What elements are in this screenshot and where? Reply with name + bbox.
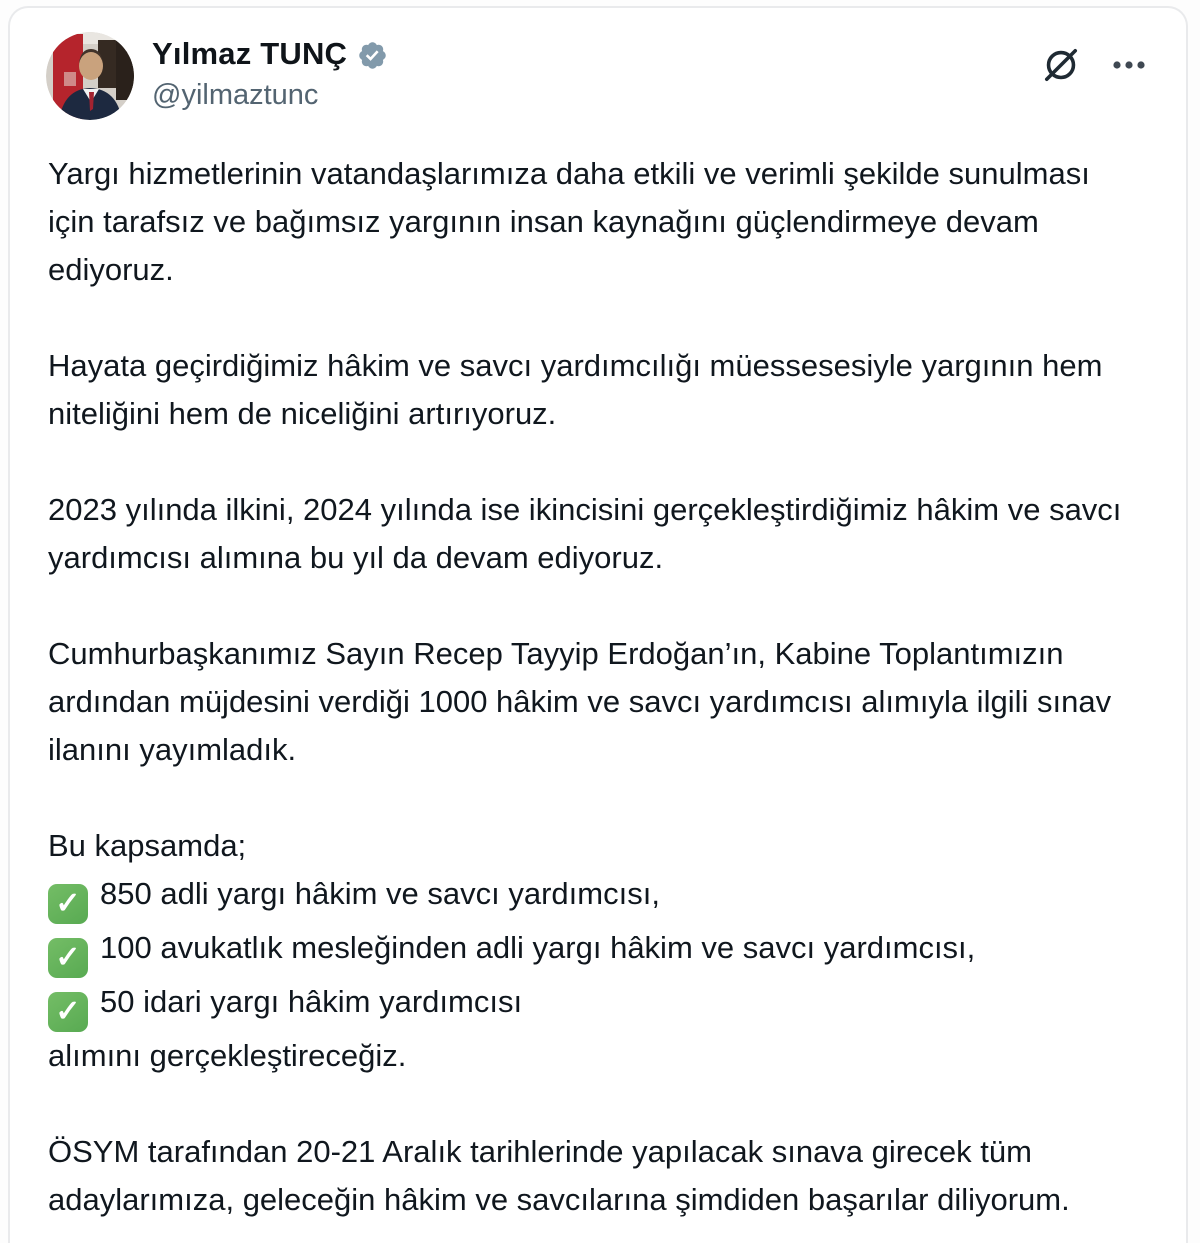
scope-list <box>48 822 1140 1080</box>
tweet-card <box>8 6 1188 1243</box>
check-mark-icon: ✓ <box>48 884 88 924</box>
grok-icon[interactable] <box>1042 46 1080 84</box>
paragraph: Hayata geçirdiğimiz hâkim ve savcı yardımcılığı müessesesiyle yargının hem niteliğini hem de niceliğini artırıyoruz. <box>48 348 1103 431</box>
display-name[interactable]: Yılmaz TUNÇ <box>152 36 348 71</box>
paragraph: Yargı hizmetlerinin vatandaşlarımıza daha etkili ve verimli şekilde sunulması için tarafsız ve bağımsız yargının insan kaynağını güçlendirmeye devam ediyoruz. <box>48 156 1090 287</box>
avatar[interactable] <box>46 32 134 120</box>
check-mark-icon: ✓ <box>48 938 88 978</box>
scope-intro: Bu kapsamda; <box>48 828 247 863</box>
check-mark-icon: ✓ <box>48 992 88 1032</box>
tweet-header <box>10 8 1186 120</box>
closing-paragraph: ÖSYM tarafından 20-21 Aralık tarihlerinde yapılacak sınava girecek tüm adaylarımıza, geleceğin hâkim ve savcılarına şimdiden başarılar diliyorum. <box>48 1134 1070 1217</box>
scope-item <box>48 870 1140 924</box>
user-handle[interactable]: @yilmaztunc <box>152 79 319 111</box>
scope-outro: alımını gerçekleştireceğiz. <box>48 1038 407 1073</box>
paragraph: 2023 yılında ilkini, 2024 yılında ise ikincisini gerçekleştirdiğimiz hâkim ve savcı yardımcısı alımına bu yıl da devam ediyoruz. <box>48 492 1122 575</box>
author-id-block <box>152 32 388 112</box>
scope-item <box>48 924 1140 978</box>
header-actions <box>1042 32 1152 84</box>
verified-badge-icon[interactable] <box>357 40 388 71</box>
scope-item-text: 100 avukatlık mesleğinden adli yargı hâkim ve savcı yardımcısı, <box>100 930 976 965</box>
paragraph: Cumhurbaşkanımız Sayın Recep Tayyip Erdoğan’ın, Kabine Toplantımızın ardından müjdesini verdiği 1000 hâkim ve savcı yardımcısı alımıyla ilgili sınav ilanını yayımladık. <box>48 636 1112 767</box>
scope-item <box>48 978 1140 1032</box>
scope-item-text: 850 adli yargı hâkim ve savcı yardımcısı, <box>100 876 660 911</box>
more-icon[interactable] <box>1106 46 1152 84</box>
avatar-image <box>46 32 134 120</box>
scope-item-text: 50 idari yargı hâkim yardımcısı <box>100 984 523 1019</box>
tweet-text <box>10 120 1186 1224</box>
